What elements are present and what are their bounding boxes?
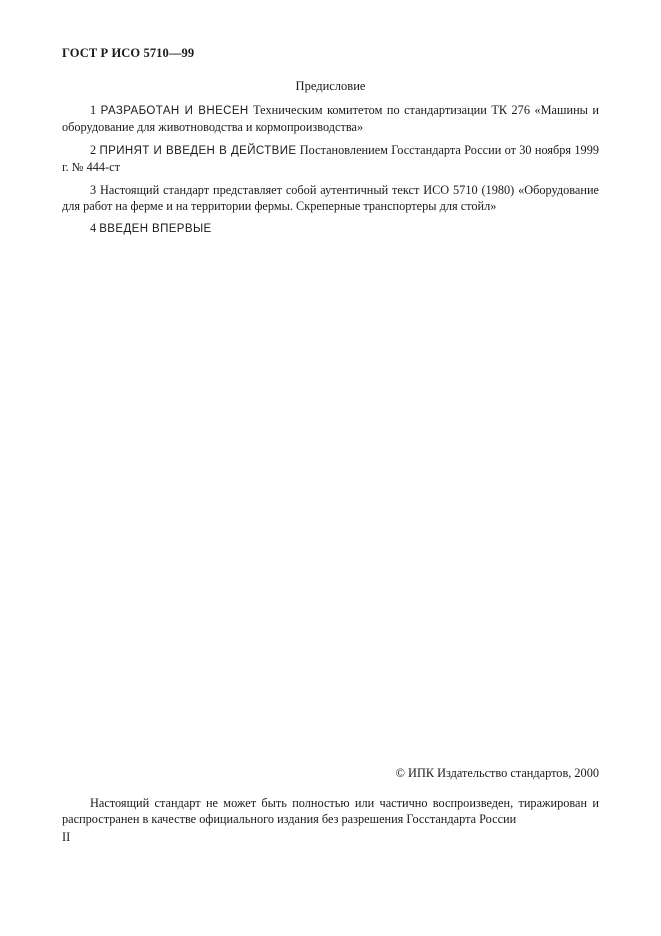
item-text: Настоящий стандарт представляет собой аутентичный текст ИСО 5710 (1980) «Оборудование для работ на ферме и на территории фермы. Скреперные транспортеры для стойл» <box>62 183 599 213</box>
preface-item-2 <box>62 142 599 175</box>
item-number: 4 <box>90 221 97 235</box>
item-caps: РАЗРАБОТАН И ВНЕСЕН <box>100 105 249 117</box>
preface-item-1 <box>62 102 599 135</box>
reproduction-notice: Настоящий стандарт не может быть полностью или частично воспроизведен, тиражирован и распространен в качестве официального издания без разрешения Госстандарта России <box>62 796 599 826</box>
item-text: Техническим комитетом по стандартизации ТК 276 «Машины и оборудование для животноводства и кормопроизводства» <box>62 103 599 134</box>
item-number: 2 <box>90 143 97 157</box>
item-caps: ВВЕДЕН ВПЕРВЫЕ <box>99 223 212 235</box>
preface-item-4 <box>62 220 599 237</box>
item-text: Постановлением Госстандарта России от 30 ноября 1999 г. № 444-ст <box>62 143 599 174</box>
item-number: 3 <box>90 183 97 197</box>
copyright-notice: © ИПК Издательство стандартов, 2000 <box>395 766 599 780</box>
item-caps: ПРИНЯТ И ВВЕДЕН В ДЕЙСТВИЕ <box>99 145 297 157</box>
preface-title: Предисловие <box>295 79 366 93</box>
item-number: 1 <box>90 103 97 117</box>
document-code: ГОСТ Р ИСО 5710—99 <box>62 46 195 60</box>
preface-item-3 <box>62 182 599 214</box>
page-number: II <box>62 830 71 844</box>
